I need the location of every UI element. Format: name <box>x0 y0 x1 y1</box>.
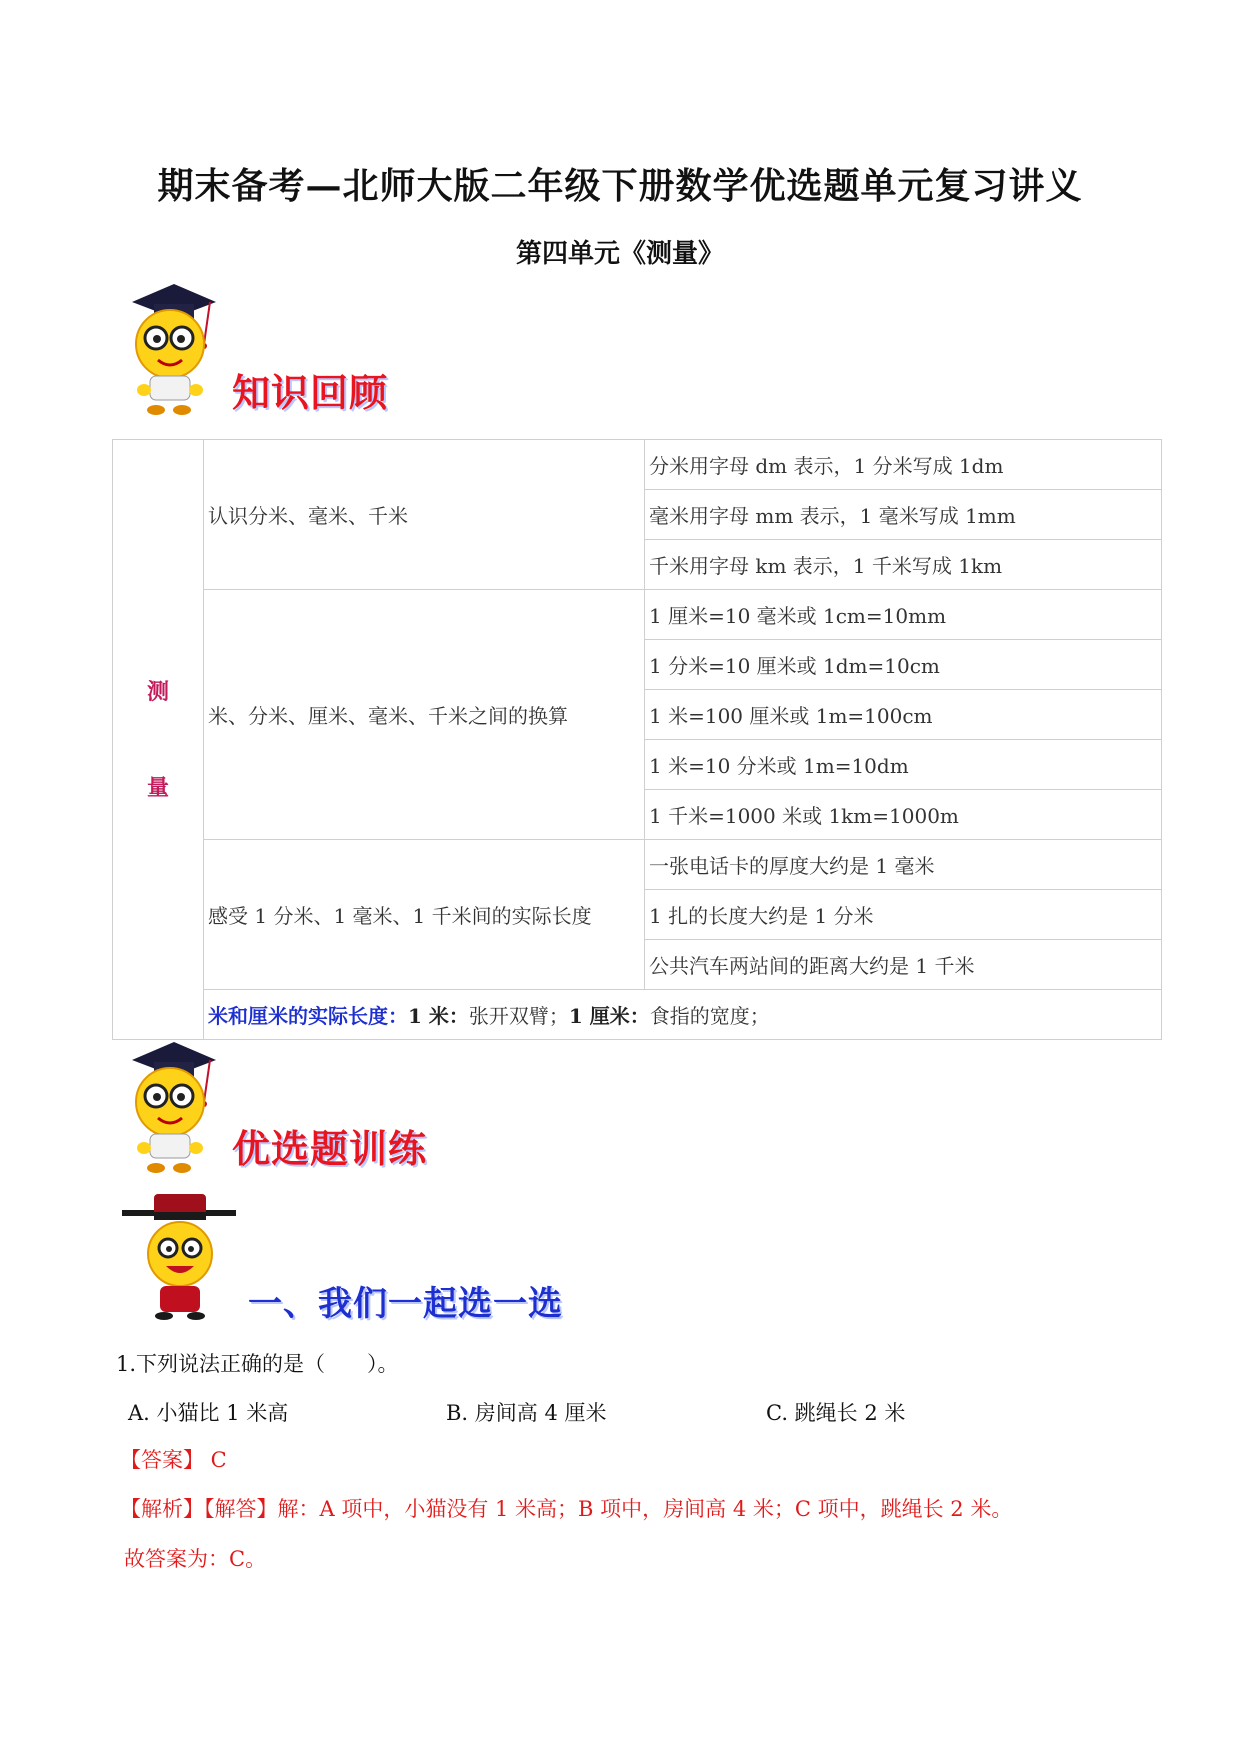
official-mascot-icon <box>116 1190 240 1320</box>
topic-char-2: 量 <box>146 774 169 801</box>
topic-cell <box>113 440 204 1040</box>
group-label-actual-length: 感受 1 分米、1 毫米、1 千米间的实际长度 <box>204 840 645 990</box>
topic-char-1: 测 <box>146 678 169 705</box>
page-subtitle: 第四单元《测量》 <box>515 239 724 269</box>
knowledge-table <box>112 439 1162 1040</box>
footer-m-label: 1 米： <box>408 1004 469 1028</box>
table-cell: 分米用字母 dm 表示，1 分米写成 1dm <box>645 440 1162 490</box>
table-cell: 1 米=10 分米或 1m=10dm <box>645 740 1162 790</box>
scholar-mascot-icon <box>112 1040 222 1180</box>
footer-lead: 米和厘米的实际长度： <box>208 1004 408 1028</box>
table-cell: 千米用字母 km 表示，1 千米写成 1km <box>645 540 1162 590</box>
footer-cm-label: 1 厘米： <box>568 1004 650 1028</box>
conclusion-line: 故答案为：C。 <box>124 1547 267 1571</box>
table-cell: 1 厘米=10 毫米或 1cm=10mm <box>645 590 1162 640</box>
answer-line: 【答案】 C <box>120 1448 227 1472</box>
section-knowledge-review-heading: 知识回顾 <box>232 371 389 415</box>
option-a: A. 小猫比 1 米高 <box>128 1401 289 1425</box>
option-b: B. 房间高 4 厘米 <box>446 1401 607 1425</box>
table-cell: 1 米=100 厘米或 1m=100cm <box>645 690 1162 740</box>
footer-cm-text: 食指的宽度； <box>649 1004 770 1028</box>
table-footer-cell <box>204 990 1162 1040</box>
table-cell: 一张电话卡的厚度大约是 1 毫米 <box>645 840 1162 890</box>
scholar-mascot-icon <box>112 282 222 422</box>
page-title: 期末备考—北师大版二年级下册数学优选题单元复习讲义 <box>157 165 1083 207</box>
table-cell: 毫米用字母 mm 表示，1 毫米写成 1mm <box>645 490 1162 540</box>
section-choose-heading: 一、我们一起选一选 <box>248 1284 563 1324</box>
table-cell: 1 千米=1000 米或 1km=1000m <box>645 790 1162 840</box>
footer-m-text: 张开双臂； <box>468 1004 569 1028</box>
group-label-units: 认识分米、毫米、千米 <box>204 440 645 590</box>
section-practice-heading: 优选题训练 <box>232 1127 428 1171</box>
group-label-conversion: 米、分米、厘米、毫米、千米之间的换算 <box>204 590 645 840</box>
analysis-line: 【解析】【解答】解：A 项中，小猫没有 1 米高；B 项中，房间高 4 米；C 项中，跳绳长 2 米。 <box>120 1497 1013 1521</box>
table-cell: 公共汽车两站间的距离大约是 1 千米 <box>645 940 1162 990</box>
table-cell: 1 扎的长度大约是 1 分米 <box>645 890 1162 940</box>
option-c: C. 跳绳长 2 米 <box>766 1401 906 1425</box>
question-stem: 1.下列说法正确的是（ ）。 <box>116 1352 399 1376</box>
table-cell: 1 分米=10 厘米或 1dm=10cm <box>645 640 1162 690</box>
